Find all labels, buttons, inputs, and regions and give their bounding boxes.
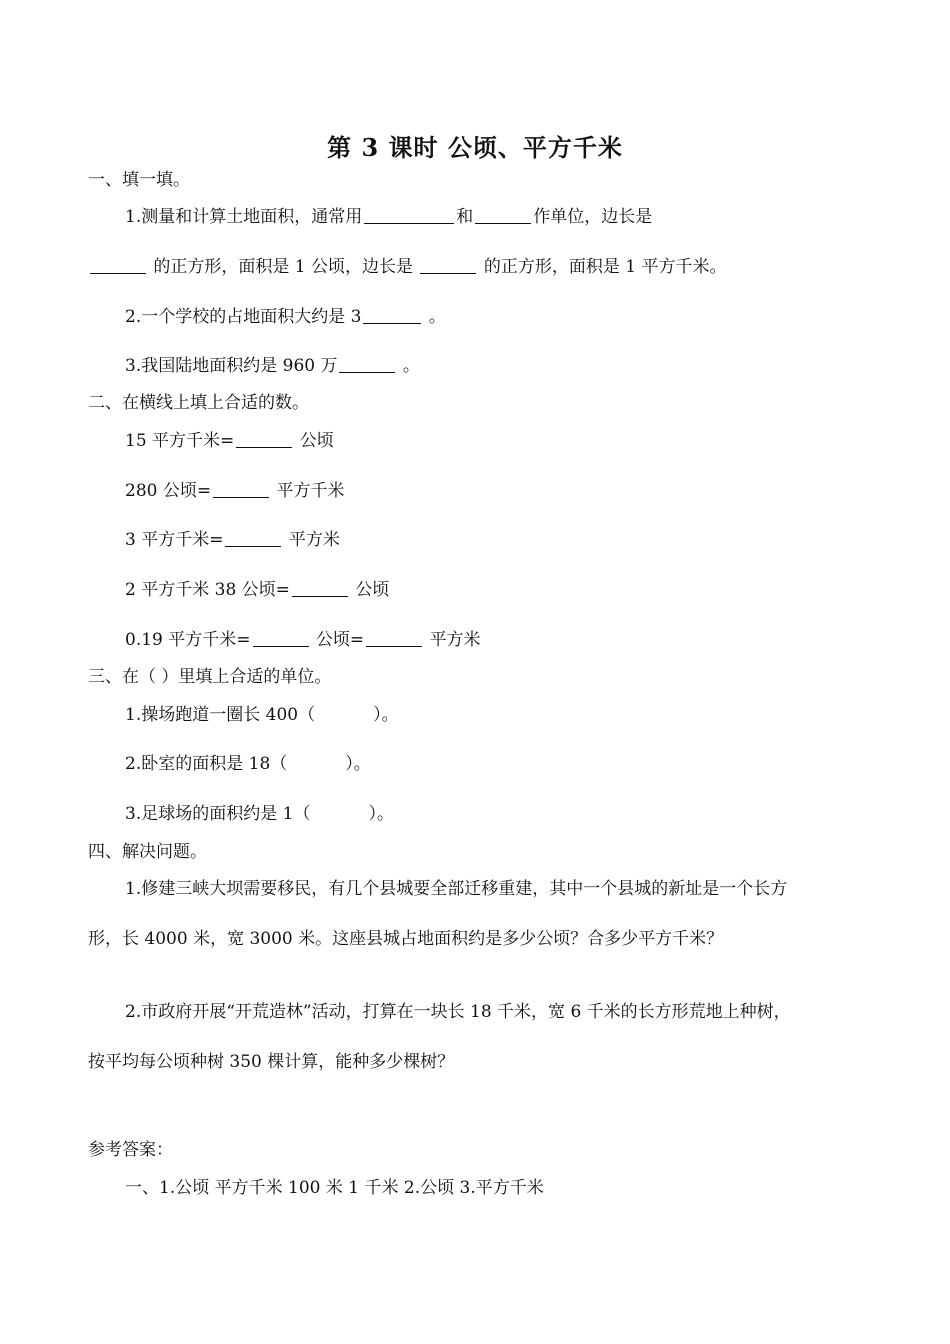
row-unit: 公顷 — [299, 431, 334, 451]
section1-q3 — [125, 354, 420, 378]
q-text: 1.操场跑道一圈长 400（ — [125, 705, 316, 725]
answer-blank[interactable] — [213, 481, 269, 498]
conversion-row-1 — [125, 429, 334, 453]
row-text: 2 平方千米 38 公顷= — [125, 580, 290, 600]
conversion-row-5 — [125, 628, 481, 652]
conversion-row-4 — [125, 578, 389, 602]
q-text: 3.足球场的面积约是 1（ — [125, 804, 311, 824]
answer-blank[interactable] — [366, 630, 422, 647]
answer-blank[interactable] — [364, 207, 454, 224]
answer-blank[interactable] — [90, 257, 146, 274]
q1-and: 和 — [456, 207, 474, 227]
q2-end: 。 — [428, 307, 446, 327]
section1-q1-line1 — [125, 205, 652, 229]
answer-blank[interactable] — [236, 431, 292, 448]
section4-q2-line2: 按平均每公顷种树 350 棵计算，能种多少棵树？ — [88, 1052, 455, 1072]
answers-heading: 参考答案： — [88, 1140, 173, 1160]
q2-text: 2.一个学校的占地面积大约是 3 — [125, 307, 362, 327]
section4-heading: 四、解决问题。 — [88, 842, 207, 862]
section4-q1-line1: 1.修建三峡大坝需要移民，有几个县城要全部迁移重建，其中一个县城的新址是一个长方 — [125, 879, 788, 899]
answer-blank[interactable] — [225, 530, 281, 547]
q1-text-b: 作单位，边长是 — [533, 207, 653, 227]
row-text: 0.19 平方千米= — [125, 630, 251, 650]
q-end: ）。 — [368, 804, 394, 824]
row-text: 15 平方千米= — [125, 431, 235, 451]
answer-blank[interactable] — [420, 257, 476, 274]
row-text: 280 公顷= — [125, 481, 212, 501]
q1-line2-b: 的正方形，面积是 1 平方千米。 — [483, 257, 727, 277]
answer-blank[interactable] — [339, 356, 395, 373]
section4-q2-line1: 2.市政府开展“开荒造林”活动，打算在一块长 18 千米，宽 6 千米的长方形荒地上种树， — [125, 1002, 791, 1022]
page-title: 第 3 课时 公顷、平方千米 — [327, 133, 623, 162]
section4-q1-line2: 形，长 4000 米，宽 3000 米。这座县城占地面积约是多少公顷？合多少平方千米？ — [88, 929, 724, 949]
q3-text: 3.我国陆地面积约是 960 万 — [125, 356, 338, 376]
row-text: 3 平方千米= — [125, 530, 224, 550]
row-unit: 平方千米 — [276, 481, 345, 501]
q-end: ）。 — [345, 754, 371, 774]
row-unit: 公顷= — [315, 630, 365, 650]
section3-q3 — [125, 802, 394, 826]
section2-heading: 二、在横线上填上合适的数。 — [88, 393, 309, 413]
conversion-row-2 — [125, 479, 345, 503]
answer-blank[interactable] — [475, 207, 531, 224]
answers-line-1: 一、1.公顷 平方千米 100 米 1 千米 2.公顷 3.平方千米 — [125, 1178, 544, 1198]
row-unit: 平方米 — [429, 630, 481, 650]
answer-blank[interactable] — [363, 307, 421, 324]
q-end: ）。 — [373, 705, 399, 725]
answer-blank[interactable] — [253, 630, 309, 647]
section3-q2 — [125, 752, 371, 776]
row-unit: 平方米 — [288, 530, 340, 550]
section1-q2 — [125, 305, 446, 329]
section1-heading: 一、填一填。 — [88, 170, 190, 190]
row-unit: 公顷 — [355, 580, 390, 600]
q-text: 2.卧室的面积是 18（ — [125, 754, 288, 774]
section3-q1 — [125, 703, 399, 727]
q1-text-a: 1.测量和计算土地面积，通常用 — [125, 207, 363, 227]
q3-end: 。 — [402, 356, 420, 376]
answer-blank[interactable] — [292, 580, 348, 597]
conversion-row-3 — [125, 528, 340, 552]
section1-q1-line2 — [88, 255, 726, 279]
q1-line2-a: 的正方形，面积是 1 公顷，边长是 — [153, 257, 414, 277]
section3-heading: 三、在（ ）里填上合适的单位。 — [88, 667, 332, 687]
